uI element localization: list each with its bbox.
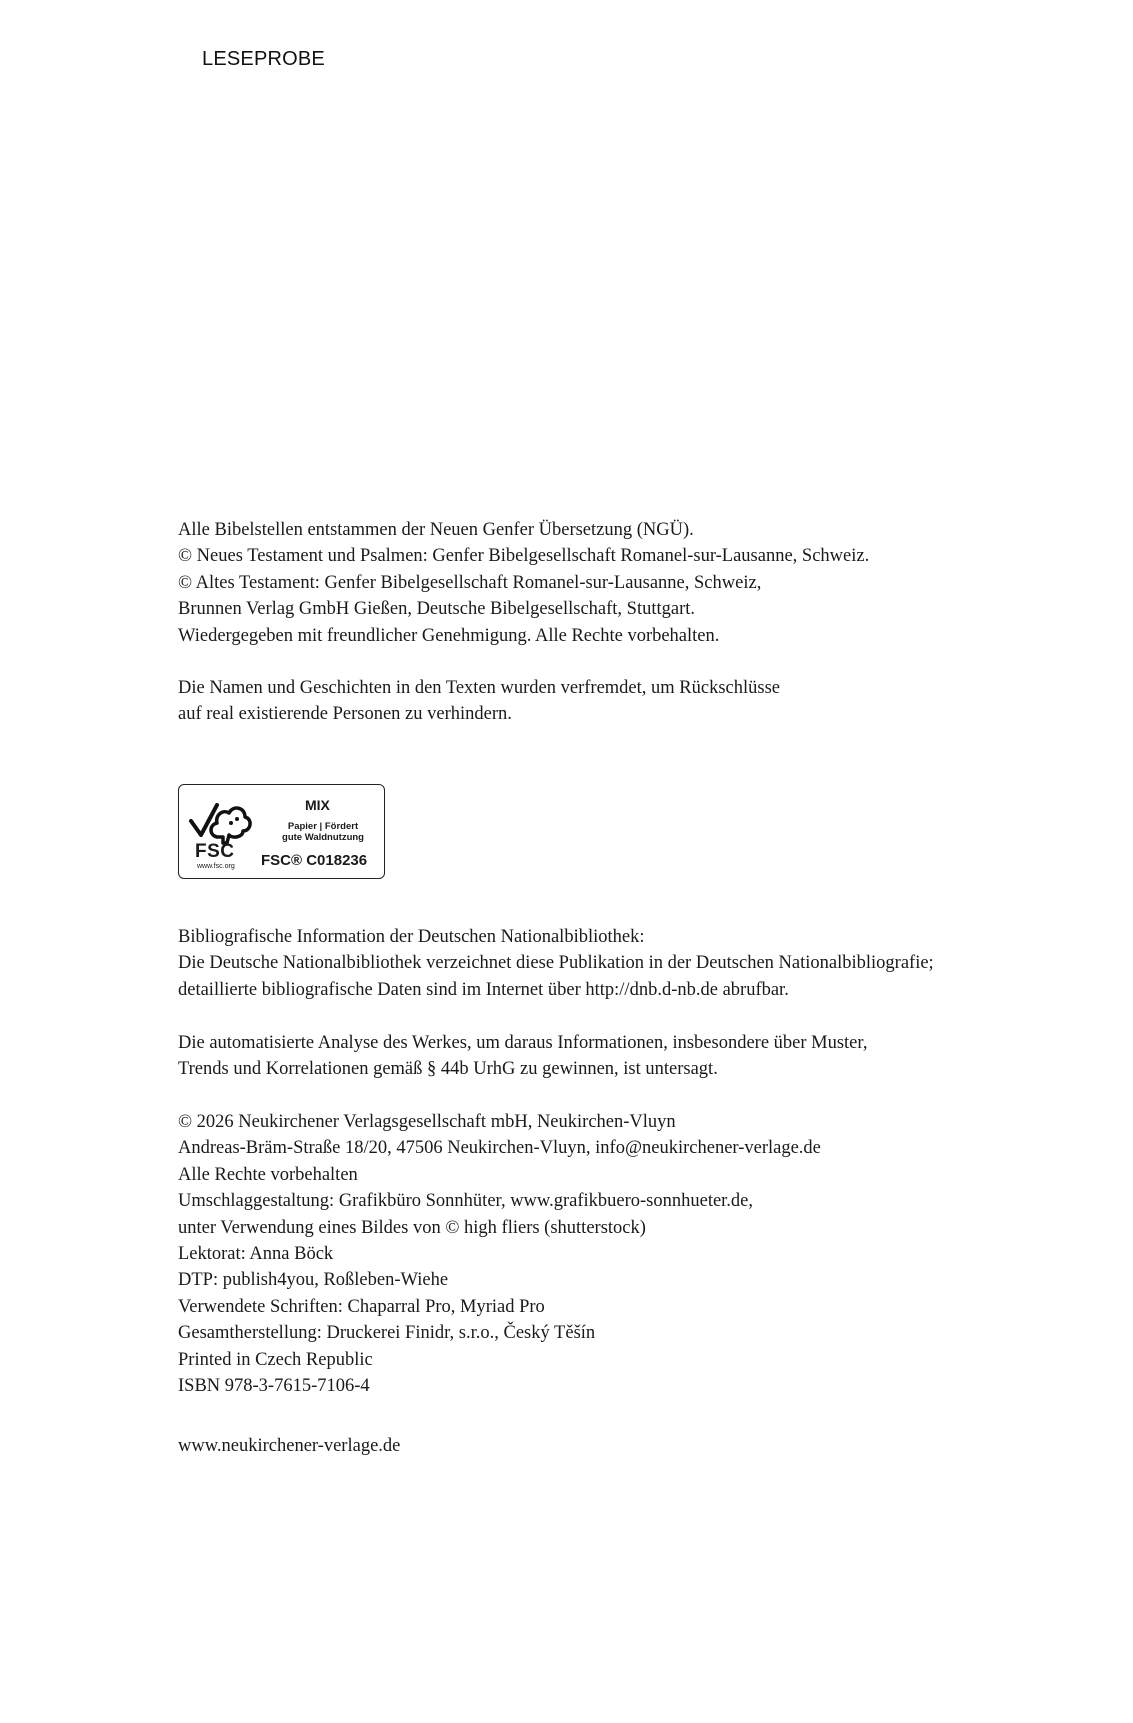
fsc-url: www.fsc.org [197,863,235,870]
text-line: © Neues Testament und Psalmen: Genfer Bibelgesellschaft Romanel-sur-Lausanne, Schweiz. [178,546,870,567]
imprint-block [178,1109,821,1399]
publisher-website: www.neukirchener-verlage.de [178,1436,401,1456]
text-line: Umschlaggestaltung: Grafikbüro Sonnhüter, www.grafikbuero-sonnhueter.de, [178,1191,754,1212]
text-line: Alle Rechte vorbehalten [178,1164,358,1185]
text-line: © Altes Testament: Genfer Bibelgesellschaft Romanel-sur-Lausanne, Schweiz, [178,572,762,593]
text-line: Die Namen und Geschichten in den Texten wurden verfremdet, um Rückschlüsse [178,678,781,698]
text-line: Andreas-Bräm-Straße 18/20, 47506 Neukirchen-Vluyn, info@neukirchener-verlage.de [178,1138,821,1159]
text-line: Verwendete Schriften: Chaparral Pro, Myriad Pro [178,1296,545,1317]
text-line: © 2026 Neukirchener Verlagsgesellschaft mbH, Neukirchen-Vluyn [178,1112,676,1132]
text-line: detaillierte bibliografische Daten sind im Internet über http://dnb.d-nb.de abrufbar. [178,979,789,1000]
text-line: DTP: publish4you, Roßleben-Wiehe [178,1270,449,1291]
fsc-mix-label: MIX [305,797,330,813]
text-line: Gesamtherstellung: Druckerei Finidr, s.r.o., Český Těšín [178,1323,596,1344]
dnb-info-block [178,924,934,1003]
fsc-description [267,821,379,843]
text-line: Die automatisierte Analyse des Werkes, um daraus Informationen, insbesondere über Muster, [178,1033,868,1053]
names-disclaimer-block [178,675,780,728]
text-line: Lektorat: Anna Böck [178,1244,334,1265]
text-line: Printed in Czech Republic [178,1349,373,1370]
text-line: Bibliografische Information der Deutschen Nationalbibliothek: [178,927,645,947]
text-line: Trends und Korrelationen gemäß § 44b UrhG zu gewinnen, ist untersagt. [178,1059,718,1080]
fsc-label [178,784,385,879]
text-line: Die Deutsche Nationalbibliothek verzeichnet diese Publikation in der Deutschen Nationalbibliografie; [178,953,934,974]
page-header-label: LESEPROBE [202,48,325,70]
text-line: ISBN 978-3-7615-7106-4 [178,1376,370,1397]
fsc-license-code: FSC® C018236 [261,852,368,869]
text-mining-notice-block [178,1030,867,1083]
text-line: Alle Bibelstellen entstammen der Neuen Genfer Übersetzung (NGÜ). [178,520,694,540]
fsc-logo-text: FSC [195,841,235,862]
bible-copyright-block [178,517,869,649]
fsc-desc-line: gute Waldnutzung [282,832,364,843]
text-line: Wiedergegeben mit freundlicher Genehmigung. Alle Rechte vorbehalten. [178,625,720,646]
text-line: auf real existierende Personen zu verhindern. [178,704,512,725]
fsc-desc-line: Papier | Fördert [287,821,359,832]
text-line: unter Verwendung eines Bildes von © high fliers (shutterstock) [178,1217,646,1238]
text-line: Brunnen Verlag GmbH Gießen, Deutsche Bibelgesellschaft, Stuttgart. [178,599,696,620]
